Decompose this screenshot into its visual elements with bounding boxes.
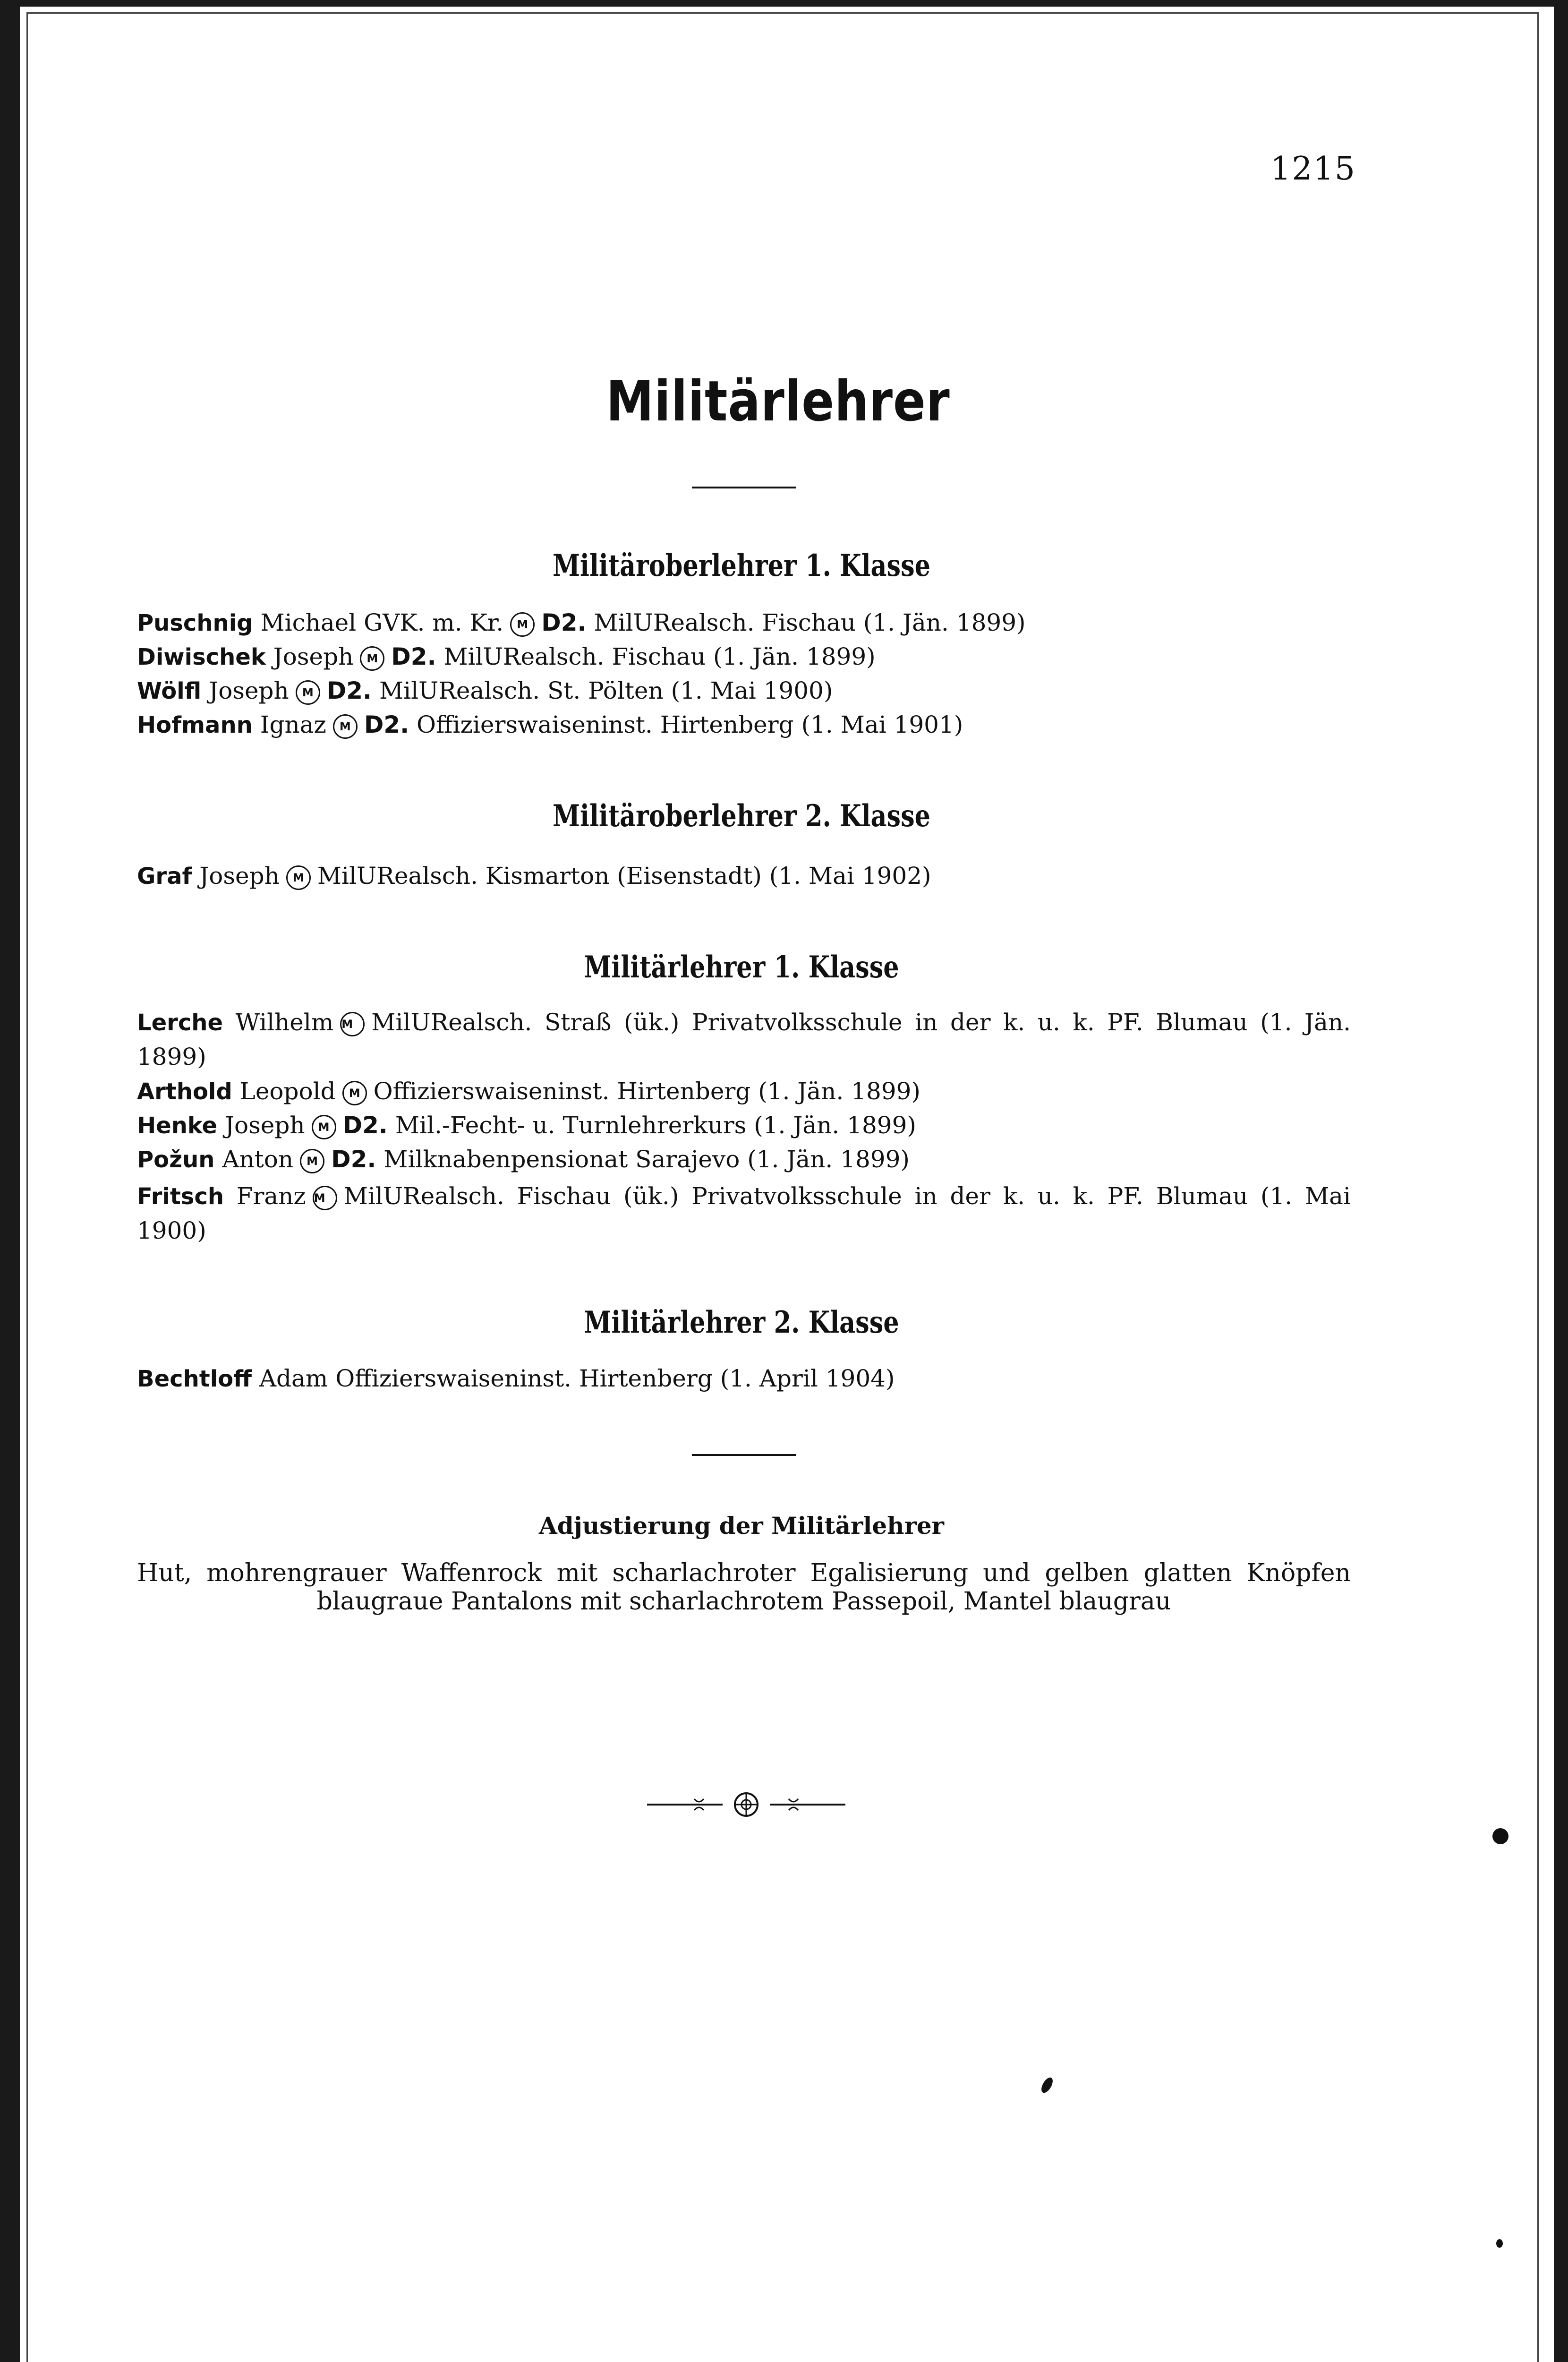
section-heading: Militärlehrer 1. Klasse	[584, 950, 899, 985]
m-circle-icon: M	[312, 1115, 336, 1139]
entry-surname: Arthold	[137, 1078, 232, 1105]
entry-text: MilURealsch. Fischau (ük.) Privatvolksschule in der k. u. k. PF. Blumau (1. Mai 1900)	[137, 1182, 1351, 1244]
m-circle-icon: M	[340, 1012, 365, 1036]
ornament-divider-icon	[647, 1790, 845, 1819]
scan-speck	[1496, 2239, 1503, 2248]
entry-surname: Diwischek	[137, 644, 266, 670]
scan-speck	[1492, 1828, 1508, 1844]
section-heading: Militäroberlehrer 2. Klasse	[552, 798, 931, 834]
list-item	[137, 708, 963, 742]
list-item	[137, 674, 833, 708]
entry-text: Mil.-Fecht- u. Turnlehrerkurs (1. Jän. 1899)	[395, 1112, 916, 1139]
page-number: 1215	[1270, 150, 1356, 188]
m-circle-icon: M	[333, 714, 358, 739]
entry-given-name: Wilhelm	[235, 1009, 334, 1036]
entry-d2: D2.	[331, 1146, 376, 1173]
entry-d2: D2.	[342, 1112, 388, 1139]
entry-given-name: Ignaz	[260, 711, 326, 738]
entry-d2: D2.	[541, 609, 587, 636]
entry-decoration: GVK. m. Kr.	[364, 609, 504, 636]
entry-given-name: Leopold	[239, 1078, 336, 1105]
entry-given-name: Adam	[259, 1365, 328, 1392]
list-item	[137, 1142, 910, 1177]
adjustierung-heading: Adjustierung der Militärlehrer	[538, 1512, 944, 1540]
adjustierung-text: Hut, mohrengrauer Waffenrock mit scharlachroter Egalisierung und gelben glatten Knöpfen blaugraue Pantalons mit scharlachrotem Passepoil, Mantel blaugrau	[137, 1559, 1351, 1616]
list-item	[137, 859, 931, 893]
entry-surname: Graf	[137, 863, 192, 890]
entry-text: Offizierswaiseninst. Hirtenberg (1. Mai 1901)	[417, 711, 963, 738]
entry-d2: D2.	[364, 711, 409, 738]
entry-text: MilURealsch. Fischau (1. Jän. 1899)	[443, 643, 876, 670]
list-item	[137, 1005, 1351, 1074]
entry-text: Offizierswaiseninst. Hirtenberg (1. Jän. 1899)	[373, 1078, 920, 1105]
title-rule	[692, 487, 796, 488]
entry-surname: Lerche	[137, 1010, 223, 1036]
m-circle-icon: M	[510, 612, 535, 637]
entry-surname: Puschnig	[137, 610, 253, 636]
entry-text: MilURealsch. St. Pölten (1. Mai 1900)	[379, 677, 833, 704]
entry-given-name: Joseph	[209, 677, 289, 704]
list-item	[137, 606, 1026, 640]
m-circle-icon: M	[342, 1081, 367, 1105]
entry-text: MilURealsch. Kismarton (Eisenstadt) (1. Mai 1902)	[317, 862, 931, 890]
entry-d2: D2.	[326, 677, 372, 704]
section-rule	[692, 1454, 796, 1456]
section-heading: Militäroberlehrer 1. Klasse	[552, 548, 931, 583]
list-item	[137, 640, 876, 674]
entry-text: Offizierswaiseninst. Hirtenberg (1. April 1904)	[335, 1365, 895, 1392]
entry-surname: Hofmann	[137, 712, 253, 738]
m-circle-icon: M	[296, 680, 320, 705]
entry-text: MilURealsch. Fischau (1. Jän. 1899)	[594, 609, 1026, 636]
entry-given-name: Joseph	[225, 1112, 305, 1139]
entry-given-name: Joseph	[199, 862, 280, 890]
entry-given-name: Joseph	[273, 643, 354, 670]
entry-given-name: Anton	[222, 1146, 294, 1173]
entry-surname: Požun	[137, 1147, 215, 1173]
entry-text: Milknabenpensionat Sarajevo (1. Jän. 1899)	[383, 1146, 910, 1173]
list-item	[137, 1074, 920, 1109]
m-circle-icon: M	[300, 1149, 324, 1173]
m-circle-icon: M	[360, 646, 384, 671]
list-item	[137, 1179, 1351, 1248]
m-circle-icon: M	[286, 865, 311, 890]
entry-given-name: Franz	[236, 1182, 306, 1210]
entry-surname: Bechtloff	[137, 1366, 252, 1392]
entry-surname: Fritsch	[137, 1183, 224, 1210]
list-item	[137, 1361, 895, 1396]
m-circle-icon: M	[313, 1186, 337, 1210]
entry-d2: D2.	[391, 643, 436, 670]
list-item	[137, 1108, 916, 1143]
entry-text: MilURealsch. Straß (ük.) Privatvolksschule in der k. u. k. PF. Blumau (1. Jän. 1899)	[137, 1009, 1351, 1070]
entry-surname: Henke	[137, 1113, 218, 1139]
entry-given-name: Michael	[260, 609, 357, 636]
scan-speck	[1039, 2076, 1055, 2095]
page-title: Militärlehrer	[606, 368, 950, 434]
entry-surname: Wölfl	[137, 678, 202, 704]
section-heading: Militärlehrer 2. Klasse	[584, 1305, 899, 1340]
